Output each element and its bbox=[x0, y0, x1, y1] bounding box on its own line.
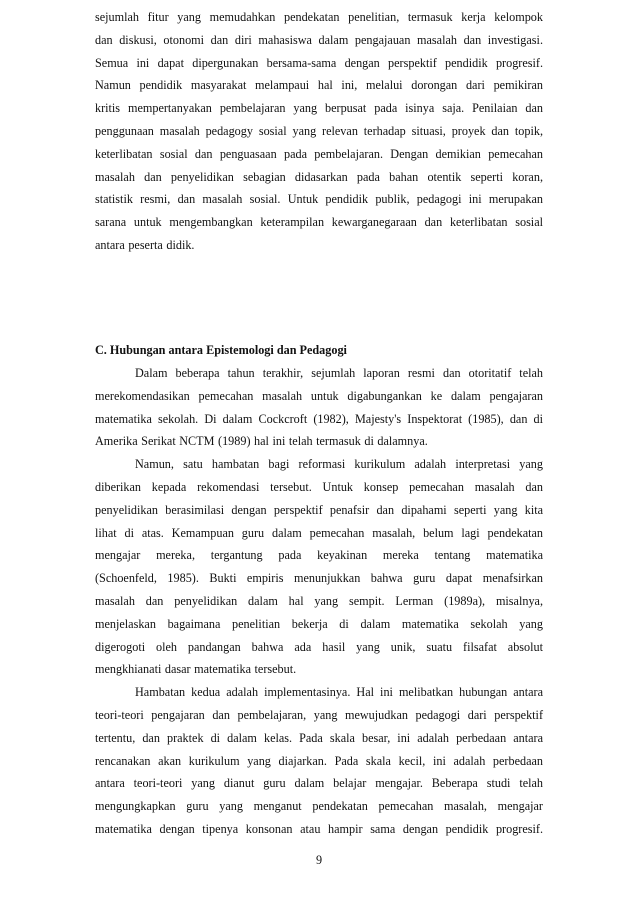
text-line: tertentu, dan praktek di dalam kelas. Pada skala besar, ini adalah perbedaan antara bbox=[95, 730, 543, 745]
text-line: masalah dan penyelidikan dalam hal yang sempit. Lerman (1989a), misalnya, bbox=[95, 593, 543, 608]
text-line: penggunaan masalah pedagogy sosial yang relevan terhadap situasi, proyek dan topik, bbox=[95, 123, 543, 138]
text-line: antara peserta didik. bbox=[95, 237, 195, 252]
text-line: mengajar mereka, tergantung pada keyakinan mereka tentang matematika bbox=[95, 548, 543, 563]
text-line: matematika sekolah. Di dalam Cockcroft (1982), Majesty's Inspektorat (1985), dan di bbox=[95, 411, 543, 426]
text-line: Semua ini dapat dipergunakan bersama-sama dengan perspektif pendidik progresif. bbox=[95, 55, 543, 70]
text-line: Amerika Serikat NCTM (1989) hal ini telah termasuk di dalamnya. bbox=[95, 434, 428, 449]
text-line: sejumlah fitur yang memudahkan pendekatan penelitian, termasuk kerja kelompok bbox=[95, 10, 543, 24]
text-line: mengkhianati dasar matematika tersebut. bbox=[95, 662, 297, 677]
text-line: Namun, satu hambatan bagi reformasi kurikulum adalah interpretasi yang bbox=[135, 457, 543, 472]
text-line: statistik resmi, dan masalah sosial. Untuk pendidik publik, pedagogi ini merupakan bbox=[95, 192, 543, 207]
text-line: matematika dengan tipenya konsonan atau hampir sama dengan pendidik progresif. bbox=[95, 821, 543, 836]
text-line: antara teori-teori yang dianut guru dalam belajar mengajar. Beberapa studi telah bbox=[95, 776, 543, 791]
text-line: kritis mempertanyakan pembelajaran yang berpusat pada isinya saja. Penilaian dan bbox=[95, 101, 543, 116]
text-line: digerogoti oleh pandangan bahwa ada hasil yang unik, suatu filsafat absolut bbox=[95, 639, 543, 654]
text-line: (Schoenfeld, 1985). Bukti empiris menunjukkan bahwa guru dapat menafsirkan bbox=[95, 571, 543, 586]
text-line: rencanakan akan kurikulum yang diajarkan. Pada skala kecil, ini adalah perbedaan bbox=[95, 753, 543, 768]
text-line: Dalam beberapa tahun terakhir, sejumlah laporan resmi dan otoritatif telah bbox=[135, 366, 543, 380]
paragraph-top bbox=[95, 6, 543, 257]
text-line: lihat di atas. Kemampuan guru dalam pemecahan masalah, belum lagi pendekatan bbox=[95, 525, 543, 540]
text-line: masalah dan penyelidikan sebagian didasarkan pada bahan otentik seperti koran, bbox=[95, 169, 543, 184]
text-line: Hambatan kedua adalah implementasinya. Hal ini melibatkan hubungan antara bbox=[135, 685, 543, 700]
text-line: diberikan kepada rekomendasi tersebut. Untuk konsep pemecahan masalah dan bbox=[95, 479, 543, 494]
text-line: Namun pendidik masyarakat melampaui hal ini, melalui dorongan dari pemikiran bbox=[95, 78, 543, 93]
text-line: dan diskusi, otonomi dan diri mahasiswa dalam pengajauan masalah dan investigasi. bbox=[95, 32, 543, 47]
text-line: menjelaskan bagaimana penelitian bekerja di dalam matematika sekolah yang bbox=[95, 616, 543, 631]
text-line: sarana untuk mengembangkan keterampilan kewarganegaraan dan keterlibatan sosial bbox=[95, 215, 543, 230]
paragraph-1 bbox=[95, 362, 543, 841]
section-heading: C. Hubungan antara Epistemologi dan Pedagogi bbox=[95, 343, 347, 357]
text-line: merekomendasikan pemecahan masalah untuk digabungankan ke dalam pengajaran bbox=[95, 388, 543, 403]
text-line: teori-teori pengajaran dan pembelajaran, yang mewujudkan pedagogi dari perspektif bbox=[95, 707, 543, 722]
page-number: 9 bbox=[315, 853, 323, 867]
text-line: penyelidikan berasimilasi dengan perspektif penafsir dan dipahami seperti yang kita bbox=[95, 502, 543, 517]
text-line: mengungkapkan guru yang menganut pendekatan pemecahan masalah, mengajar bbox=[95, 799, 543, 814]
text-line: keterlibatan sosial dan penguasaan pada pembelajaran. Dengan demikian pemecahan bbox=[95, 146, 543, 161]
